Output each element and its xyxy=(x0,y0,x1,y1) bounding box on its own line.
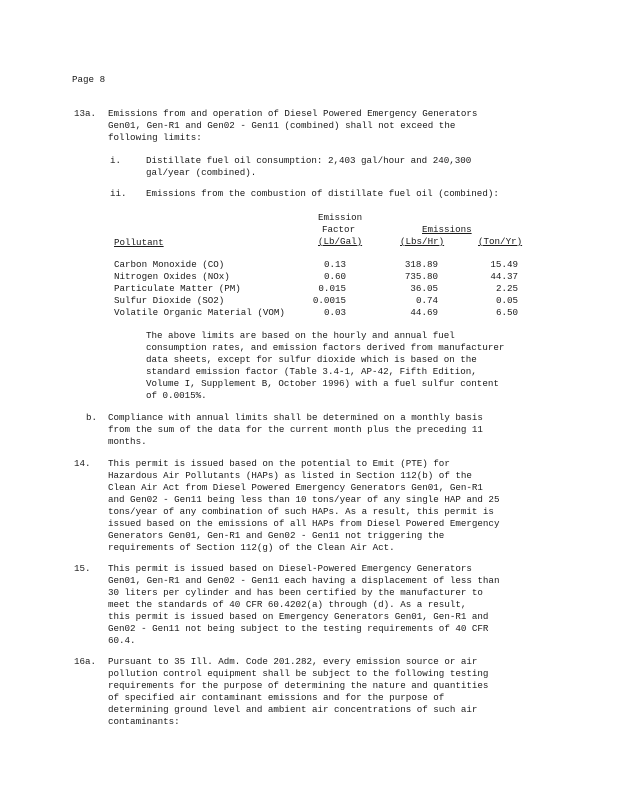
page-label: Page 8 xyxy=(72,74,106,85)
item-14-number: 14. xyxy=(74,458,91,469)
table-header-ef-2: Factor xyxy=(322,224,356,235)
item-13a-line-3: following limits: xyxy=(108,132,202,143)
item-b-line-3: months. xyxy=(108,436,147,447)
table-row-factor: 0.0015 xyxy=(312,295,346,306)
item-16a-line-1: Pursuant to 35 Ill. Adm. Code 201.282, every emission source or air xyxy=(108,656,478,667)
item-14-line-8: requirements of Section 112(g) of the Clean Air Act. xyxy=(108,542,395,553)
table-header-pollutant: Pollutant xyxy=(114,237,164,248)
note-line-4: standard emission factor (Table 3.4-1, AP-42, Fifth Edition, xyxy=(146,366,477,377)
item-14-line-6: issued based on the emissions of all HAPs from Diesel Powered Emergency xyxy=(108,518,500,529)
table-row-factor: 0.015 xyxy=(318,283,346,294)
item-13a-i-line-1: Distillate fuel oil consumption: 2,403 gal/hour and 240,300 xyxy=(146,155,472,166)
table-row-lb-hr: 36.05 xyxy=(410,283,438,294)
table-header-ef-1: Emission xyxy=(318,212,363,223)
item-16a-line-3: requirements for the purpose of determining the nature and quantities xyxy=(108,680,489,691)
item-14-line-7: Generators Gen01, Gen-R1 and Gen02 - Gen11 not triggering the xyxy=(108,530,445,541)
item-b-number: b. xyxy=(86,412,98,423)
note-line-5: Volume I, Supplement B, October 1996) with a fuel sulfur content xyxy=(146,378,499,389)
note-line-1: The above limits are based on the hourly and annual fuel xyxy=(146,330,455,341)
table-row-lb-hr: 0.74 xyxy=(415,295,438,306)
table-row-lb-hr: 318.89 xyxy=(404,259,438,270)
table-row-factor: 0.13 xyxy=(323,259,346,270)
table-row-ton-yr: 15.49 xyxy=(490,259,518,270)
table-header-emissions: Emissions xyxy=(422,224,472,235)
item-15-line-1: This permit is issued based on Diesel-Powered Emergency Generators xyxy=(108,563,472,574)
item-15-line-5: this permit is issued based on Emergency Generators Gen01, Gen-R1 and xyxy=(108,611,489,622)
item-15-line-3: 30 liters per cylinder and has been certified by the manufacturer to xyxy=(108,587,483,598)
table-row-ton-yr: 0.05 xyxy=(495,295,518,306)
item-14-line-1: This permit is issued based on the potential to Emit (PTE) for xyxy=(108,458,450,469)
item-13a-line-1: Emissions from and operation of Diesel Powered Emergency Generators xyxy=(108,108,478,119)
item-16a-line-5: determining ground level and ambient air concentrations of such air xyxy=(108,704,478,715)
table-row-lb-hr: 44.69 xyxy=(410,307,438,318)
item-16a-line-2: pollution control equipment shall be subject to the following testing xyxy=(108,668,489,679)
table-header-ef-3: (Lb/Gal) xyxy=(318,236,363,247)
table-row-ton-yr: 44.37 xyxy=(490,271,518,282)
item-13a-i-number: i. xyxy=(110,155,122,166)
table-row-pollutant: Volatile Organic Material (VOM) xyxy=(114,307,285,318)
item-15-number: 15. xyxy=(74,563,91,574)
item-16a-line-4: of specified air contaminant emissions and for the purpose of xyxy=(108,692,445,703)
table-row-factor: 0.03 xyxy=(323,307,346,318)
table-row-pollutant: Sulfur Dioxide (SO2) xyxy=(114,295,225,306)
table-row-ton-yr: 2.25 xyxy=(495,283,518,294)
table-header-ton-yr: (Ton/Yr) xyxy=(478,236,523,247)
item-14-line-4: and Gen02 - Gen11 being less than 10 tons/year of any single HAP and 25 xyxy=(108,494,500,505)
item-16a-line-6: contaminants: xyxy=(108,716,180,727)
item-b-line-2: from the sum of the data for the current month plus the preceding 11 xyxy=(108,424,483,435)
item-13a-ii-number: ii. xyxy=(110,188,127,199)
table-header-lb-hr: (Lbs/Hr) xyxy=(400,236,445,247)
table-row-pollutant: Nitrogen Oxides (NOx) xyxy=(114,271,230,282)
item-13a-i-line-2: gal/year (combined). xyxy=(146,167,257,178)
note-line-2: consumption rates, and emission factors derived from manufacturer xyxy=(146,342,505,353)
item-13a-line-2: Gen01, Gen-R1 and Gen02 - Gen11 (combined) shall not exceed the xyxy=(108,120,456,131)
table-row-pollutant: Carbon Monoxide (CO) xyxy=(114,259,225,270)
table-row-lb-hr: 735.80 xyxy=(404,271,438,282)
item-13a-ii-line: Emissions from the combustion of distillate fuel oil (combined): xyxy=(146,188,499,199)
item-15-line-6: Gen02 - Gen11 not being subject to the testing requirements of 40 CFR xyxy=(108,623,489,634)
item-14-line-3: Clean Air Act from Diesel Powered Emergency Generators Gen01, Gen-R1 xyxy=(108,482,483,493)
table-row-ton-yr: 6.50 xyxy=(495,307,518,318)
item-14-line-2: Hazardous Air Pollutants (HAPs) as listed in Section 112(b) of the xyxy=(108,470,472,481)
note-line-3: data sheets, except for sulfur dioxide which is based on the xyxy=(146,354,477,365)
table-row-factor: 0.60 xyxy=(323,271,346,282)
item-16a-number: 16a. xyxy=(74,656,97,667)
note-line-6: of 0.0015%. xyxy=(146,390,207,401)
item-b-line-1: Compliance with annual limits shall be determined on a monthly basis xyxy=(108,412,483,423)
item-15-line-4: meet the standards of 40 CFR 60.4202(a) through (d). As a result, xyxy=(108,599,467,610)
item-14-line-5: tons/year of any combination of such HAPs. As a result, this permit is xyxy=(108,506,494,517)
item-15-line-2: Gen01, Gen-R1 and Gen02 - Gen11 each having a displacement of less than xyxy=(108,575,500,586)
item-15-line-7: 60.4. xyxy=(108,635,136,646)
table-row-pollutant: Particulate Matter (PM) xyxy=(114,283,241,294)
item-13a-number: 13a. xyxy=(74,108,97,119)
